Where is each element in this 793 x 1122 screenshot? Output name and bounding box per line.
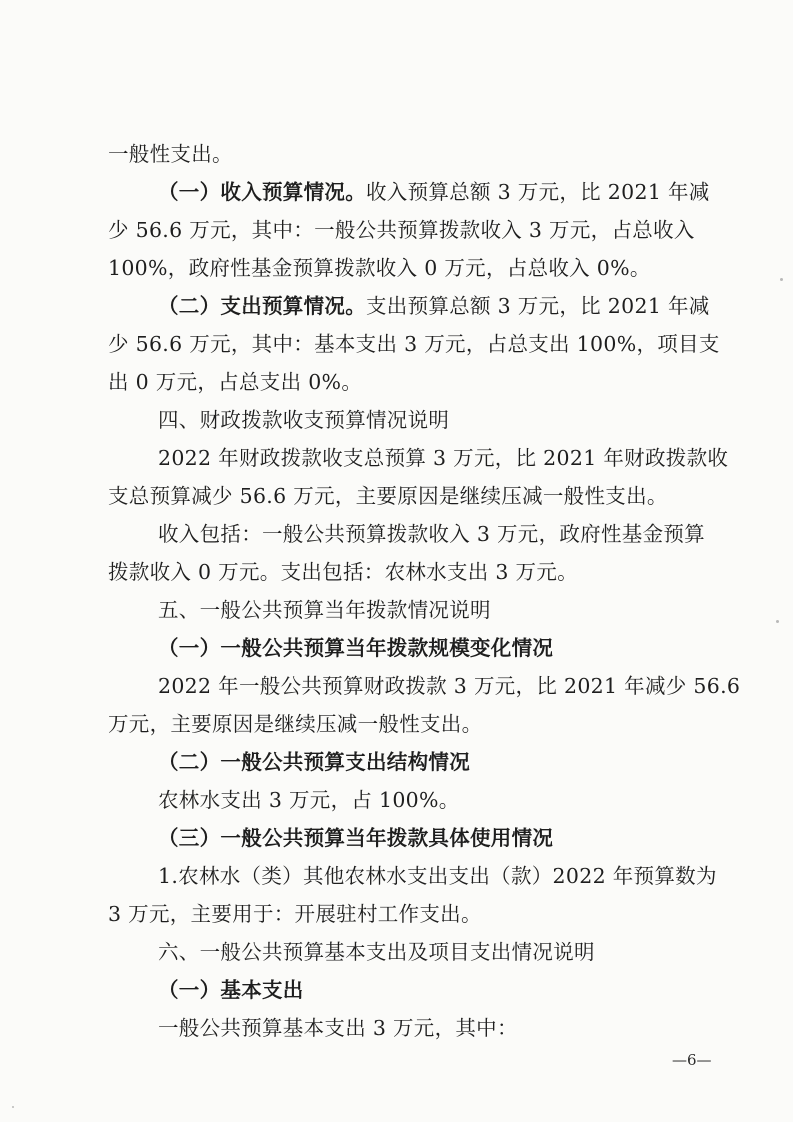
text-line-24: 一般公共预算基本支出 3 万元，其中：: [158, 1016, 518, 1040]
text-line-21: 3 万元，主要用于：开展驻村工作支出。: [108, 902, 482, 926]
text-line-20: 1.农林水（类）其他农林水支出支出（款）2022 年预算数为: [158, 864, 717, 888]
text-line-1: 一般性支出。: [108, 142, 233, 166]
text-line-11: 收入包括：一般公共预算拨款收入 3 万元，政府性基金预算: [158, 522, 705, 546]
text-line-12: 拨款收入 0 万元。支出包括：农林水支出 3 万元。: [108, 560, 578, 584]
section-heading-income-budget: （一）收入预算情况。: [158, 180, 366, 204]
text-line-2-body: 收入预算总额 3 万元，比 2021 年减: [366, 180, 710, 204]
text-line-5: [158, 292, 710, 320]
text-line-5-body: 支出预算总额 3 万元，比 2021 年减: [366, 294, 710, 318]
text-line-3: 少 56.6 万元，其中：一般公共预算拨款收入 3 万元，占总收入: [108, 218, 695, 242]
text-line-6: 少 56.6 万元，其中：基本支出 3 万元，占总支出 100%，项目支: [108, 332, 720, 356]
text-line-18: 农林水支出 3 万元，占 100%。: [158, 788, 460, 812]
text-line-15: 2022 年一般公共预算财政拨款 3 万元，比 2021 年减少 56.6: [158, 674, 741, 698]
subsection-heading-5-3: （三）一般公共预算当年拨款具体使用情况: [158, 826, 554, 850]
section-title-6: 六、一般公共预算基本支出及项目支出情况说明: [158, 940, 595, 964]
subsection-heading-5-2: （二）一般公共预算支出结构情况: [158, 750, 470, 774]
text-line-9: 2022 年财政拨款收支总预算 3 万元，比 2021 年财政拨款收: [158, 446, 729, 470]
text-line-16: 万元，主要原因是继续压减一般性支出。: [108, 712, 483, 736]
scan-speck: [12, 1106, 14, 1108]
text-line-10: 支总预算减少 56.6 万元，主要原因是继续压减一般性支出。: [108, 484, 668, 508]
subsection-heading-6-1: （一）基本支出: [158, 978, 304, 1002]
page-number: —6—: [672, 1051, 712, 1069]
text-line-4: 100%，政府性基金预算拨款收入 0 万元，占总收入 0%。: [108, 256, 651, 280]
subsection-heading-5-1: （一）一般公共预算当年拨款规模变化情况: [158, 636, 554, 660]
section-title-4: 四、财政拨款收支预算情况说明: [158, 408, 450, 432]
text-line-7: 出 0 万元，占总支出 0%。: [108, 370, 363, 394]
section-title-5: 五、一般公共预算当年拨款情况说明: [158, 598, 491, 622]
section-heading-expenditure-budget: （二）支出预算情况。: [158, 294, 366, 318]
scan-speck: [780, 278, 783, 281]
scan-speck: [776, 620, 779, 623]
text-line-2: [158, 178, 710, 206]
